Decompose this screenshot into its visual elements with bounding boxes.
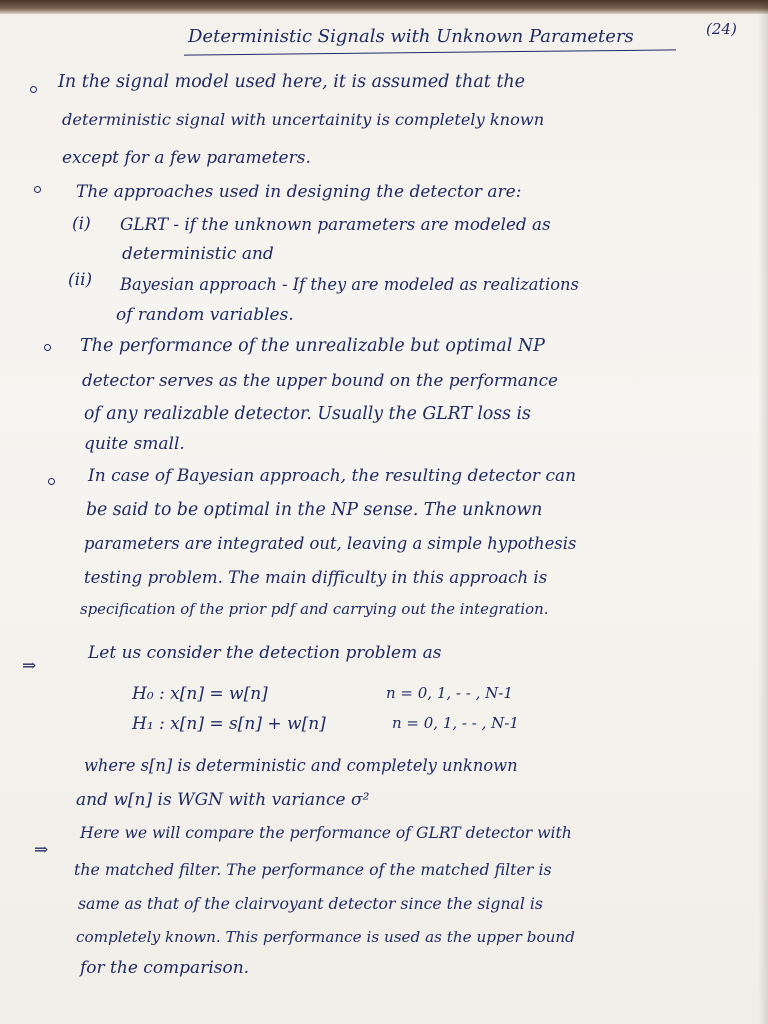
bullet-2	[34, 186, 41, 193]
hypothesis-h0-range: n = 0, 1, - - , N-1	[386, 684, 513, 702]
para6-line1: Here we will compare the performance of GLRT detector with	[80, 824, 572, 842]
bullet-3	[44, 344, 51, 351]
bullet-4	[48, 478, 55, 485]
page-edge-shadow	[758, 0, 768, 1024]
title-underline	[184, 49, 676, 55]
para1-line2: deterministic signal with uncertainity is completely known	[62, 110, 545, 129]
hypothesis-h0: H₀ : x[n] = w[n]	[132, 684, 268, 704]
para4-line3: parameters are integrated out, leaving a simple hypothesis	[84, 534, 577, 553]
para3-line2: detector serves as the upper bound on the performance	[82, 370, 558, 390]
page-number: (24)	[706, 20, 737, 38]
para1-line3: except for a few parameters.	[62, 148, 311, 168]
para5-line3: and w[n] is WGN with variance σ²	[76, 790, 370, 810]
para6-line2: the matched filter. The performance of the matched filter is	[74, 860, 552, 879]
para2-line1: The approaches used in designing the detector are:	[76, 182, 522, 202]
para4-line5: specification of the prior pdf and carrying out the integration.	[80, 600, 549, 618]
item2-line2: of random variables.	[116, 305, 294, 325]
para3-line1: The performance of the unrealizable but optimal NP	[80, 336, 545, 356]
item1-line2: deterministic and	[122, 244, 274, 264]
arrow-marker-1: ⇒	[22, 656, 37, 676]
hypothesis-h1-range: n = 0, 1, - - , N-1	[392, 714, 519, 732]
para6-line5: for the comparison.	[80, 958, 250, 978]
para4-line4: testing problem. The main difficulty in this approach is	[84, 568, 548, 587]
item2-marker: (ii)	[68, 270, 93, 290]
page-title: Deterministic Signals with Unknown Parameters	[188, 26, 634, 47]
item1-marker: (i)	[72, 214, 91, 234]
para5-line2: where s[n] is deterministic and completely unknown	[84, 756, 518, 775]
hypothesis-h1: H₁ : x[n] = s[n] + w[n]	[132, 714, 326, 734]
arrow-marker-2: ⇒	[34, 840, 49, 860]
para6-line3: same as that of the clairvoyant detector since the signal is	[78, 894, 543, 913]
para5-line1: Let us consider the detection problem as	[88, 643, 442, 663]
page-top-edge	[0, 0, 768, 14]
para3-line3: of any realizable detector. Usually the GLRT loss is	[84, 404, 531, 424]
para3-line4: quite small.	[84, 434, 185, 454]
bullet-1	[30, 86, 37, 93]
para4-line2: be said to be optimal in the NP sense. The unknown	[86, 500, 543, 520]
item2-line1: Bayesian approach - If they are modeled as realizations	[120, 275, 579, 294]
para6-line4: completely known. This performance is used as the upper bound	[76, 928, 575, 946]
para4-line1: In case of Bayesian approach, the resulting detector can	[88, 466, 577, 486]
para1-line1: In the signal model used here, it is assumed that the	[58, 72, 526, 92]
item1-line1: GLRT - if the unknown parameters are modeled as	[120, 214, 551, 234]
